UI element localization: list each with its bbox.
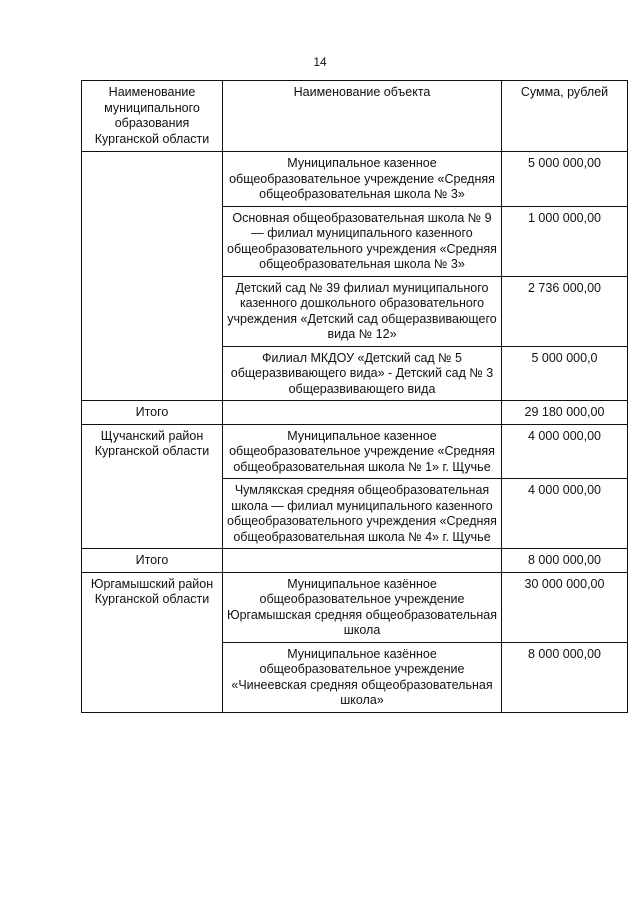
header-municipality: Наименование муниципального образования Курганской области [82,81,223,152]
total-row [82,401,628,425]
municipality-cell: Юргамышский район Курганской области [82,572,223,712]
table-row [82,152,628,207]
total-empty-cell [223,549,502,573]
amount-cell: 8 000 000,00 [502,642,628,712]
header-object: Наименование объекта [223,81,502,152]
object-cell: Муниципальное казенное общеобразовательное учреждение «Средняя общеобразовательная школа № 1» г. Щучье [223,424,502,479]
table-row [82,424,628,479]
object-cell: Муниципальное казенное общеобразовательное учреждение «Средняя общеобразовательная школа № 3» [223,152,502,207]
total-label: Итого [82,401,223,425]
amount-cell: 30 000 000,00 [502,572,628,642]
object-cell: Чумлякская средняя общеобразовательная школа — филиал муниципального казенного общеобразовательного учреждения «Средняя общеобразовательная школа № 4» г. Щучье [223,479,502,549]
amount-cell: 5 000 000,00 [502,152,628,207]
header-amount: Сумма, рублей [502,81,628,152]
municipality-cell [82,152,223,401]
amount-cell: 2 736 000,00 [502,276,628,346]
amount-cell: 4 000 000,00 [502,424,628,479]
table-row [82,572,628,642]
amount-cell: 5 000 000,0 [502,346,628,401]
total-amount: 8 000 000,00 [502,549,628,573]
amount-cell: 1 000 000,00 [502,206,628,276]
total-label: Итого [82,549,223,573]
total-row [82,549,628,573]
object-cell: Основная общеобразовательная школа № 9 — филиал муниципального казенного общеобразовательного учреждения «Средняя общеобразовательная школа № 3» [223,206,502,276]
total-empty-cell [223,401,502,425]
object-cell: Филиал МКДОУ «Детский сад № 5 общеразвивающего вида» - Детский сад № 3 общеразвивающего вида [223,346,502,401]
page-number: 14 [313,55,327,69]
municipality-cell: Щучанский район Курганской области [82,424,223,549]
total-amount: 29 180 000,00 [502,401,628,425]
amount-cell: 4 000 000,00 [502,479,628,549]
object-cell: Детский сад № 39 филиал муниципального казенного дошкольного образовательного учреждения «Детский сад общеразвивающего вида № 12» [223,276,502,346]
table-header-row [82,81,628,152]
object-cell: Муниципальное казённое общеобразовательное учреждение «Чинеевская средняя общеобразовательная школа» [223,642,502,712]
funding-table [81,80,628,713]
object-cell: Муниципальное казённое общеобразовательное учреждение Юргамышская средняя общеобразовательная школа [223,572,502,642]
